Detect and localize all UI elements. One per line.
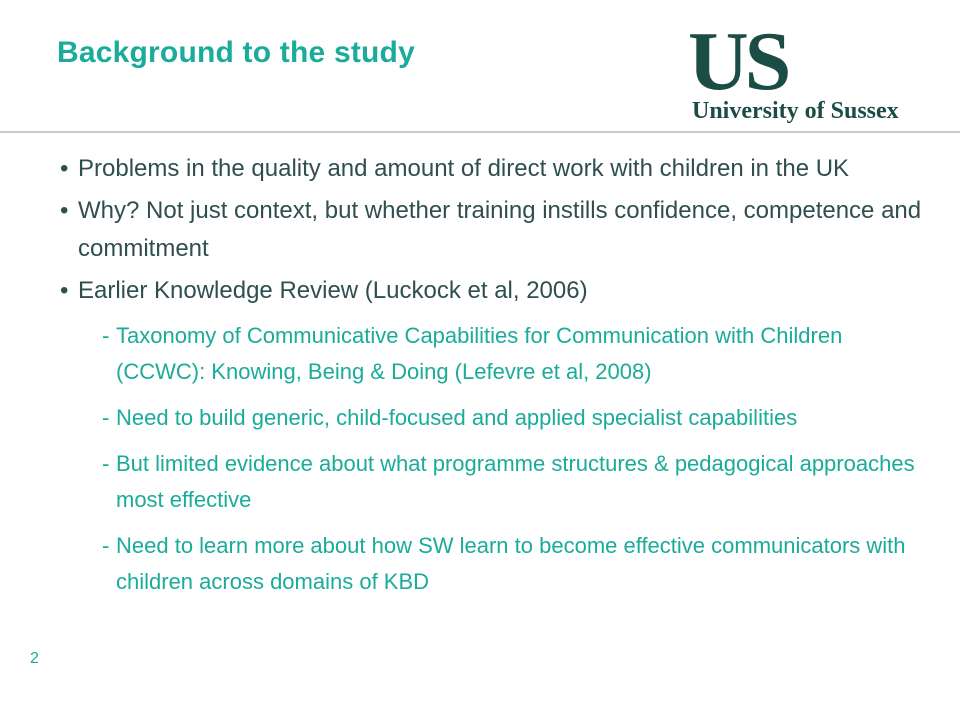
bullet-text: Problems in the quality and amount of direct work with children in the UK [78,155,850,182]
dash-icon: - [102,451,110,476]
header-divider [0,131,960,133]
dash-icon: - [102,323,110,348]
sub-bullet-item [60,446,926,518]
sub-bullet-item [60,318,926,390]
logo-name: University of Sussex [692,98,899,124]
sub-bullet-text: Need to learn more about how SW learn to become effective communicators with children across domains of KBD [116,533,906,594]
dash-icon: - [102,405,110,430]
university-logo [688,15,918,132]
sub-bullet-item [60,400,926,436]
bullet-icon: • [60,155,69,182]
bullet-item [60,192,940,268]
dash-icon: - [102,533,110,558]
slide-body [60,150,940,610]
bullet-item [60,150,940,188]
slide-title: Background to the study [57,36,415,69]
sub-bullet-text: Need to build generic, child-focused and applied specialist capabilities [116,405,798,430]
sub-bullet-text: But limited evidence about what programme structures & pedagogical approaches most effective [116,451,915,512]
sub-bullet-text: Taxonomy of Communicative Capabilities for Communication with Children (CCWC): Knowing, Being & Doing (Lefevre et al, 2008) [116,323,843,384]
page-number: 2 [30,650,39,667]
bullet-icon: • [60,197,69,224]
bullet-text: Earlier Knowledge Review (Luckock et al, 2006) [78,277,588,304]
bullet-text: Why? Not just context, but whether training instills confidence, competence and commitment [78,197,922,262]
bullet-item [60,272,940,310]
bullet-icon: • [60,277,69,304]
sub-bullet-item [60,528,926,600]
logo-mark: US [688,15,788,108]
